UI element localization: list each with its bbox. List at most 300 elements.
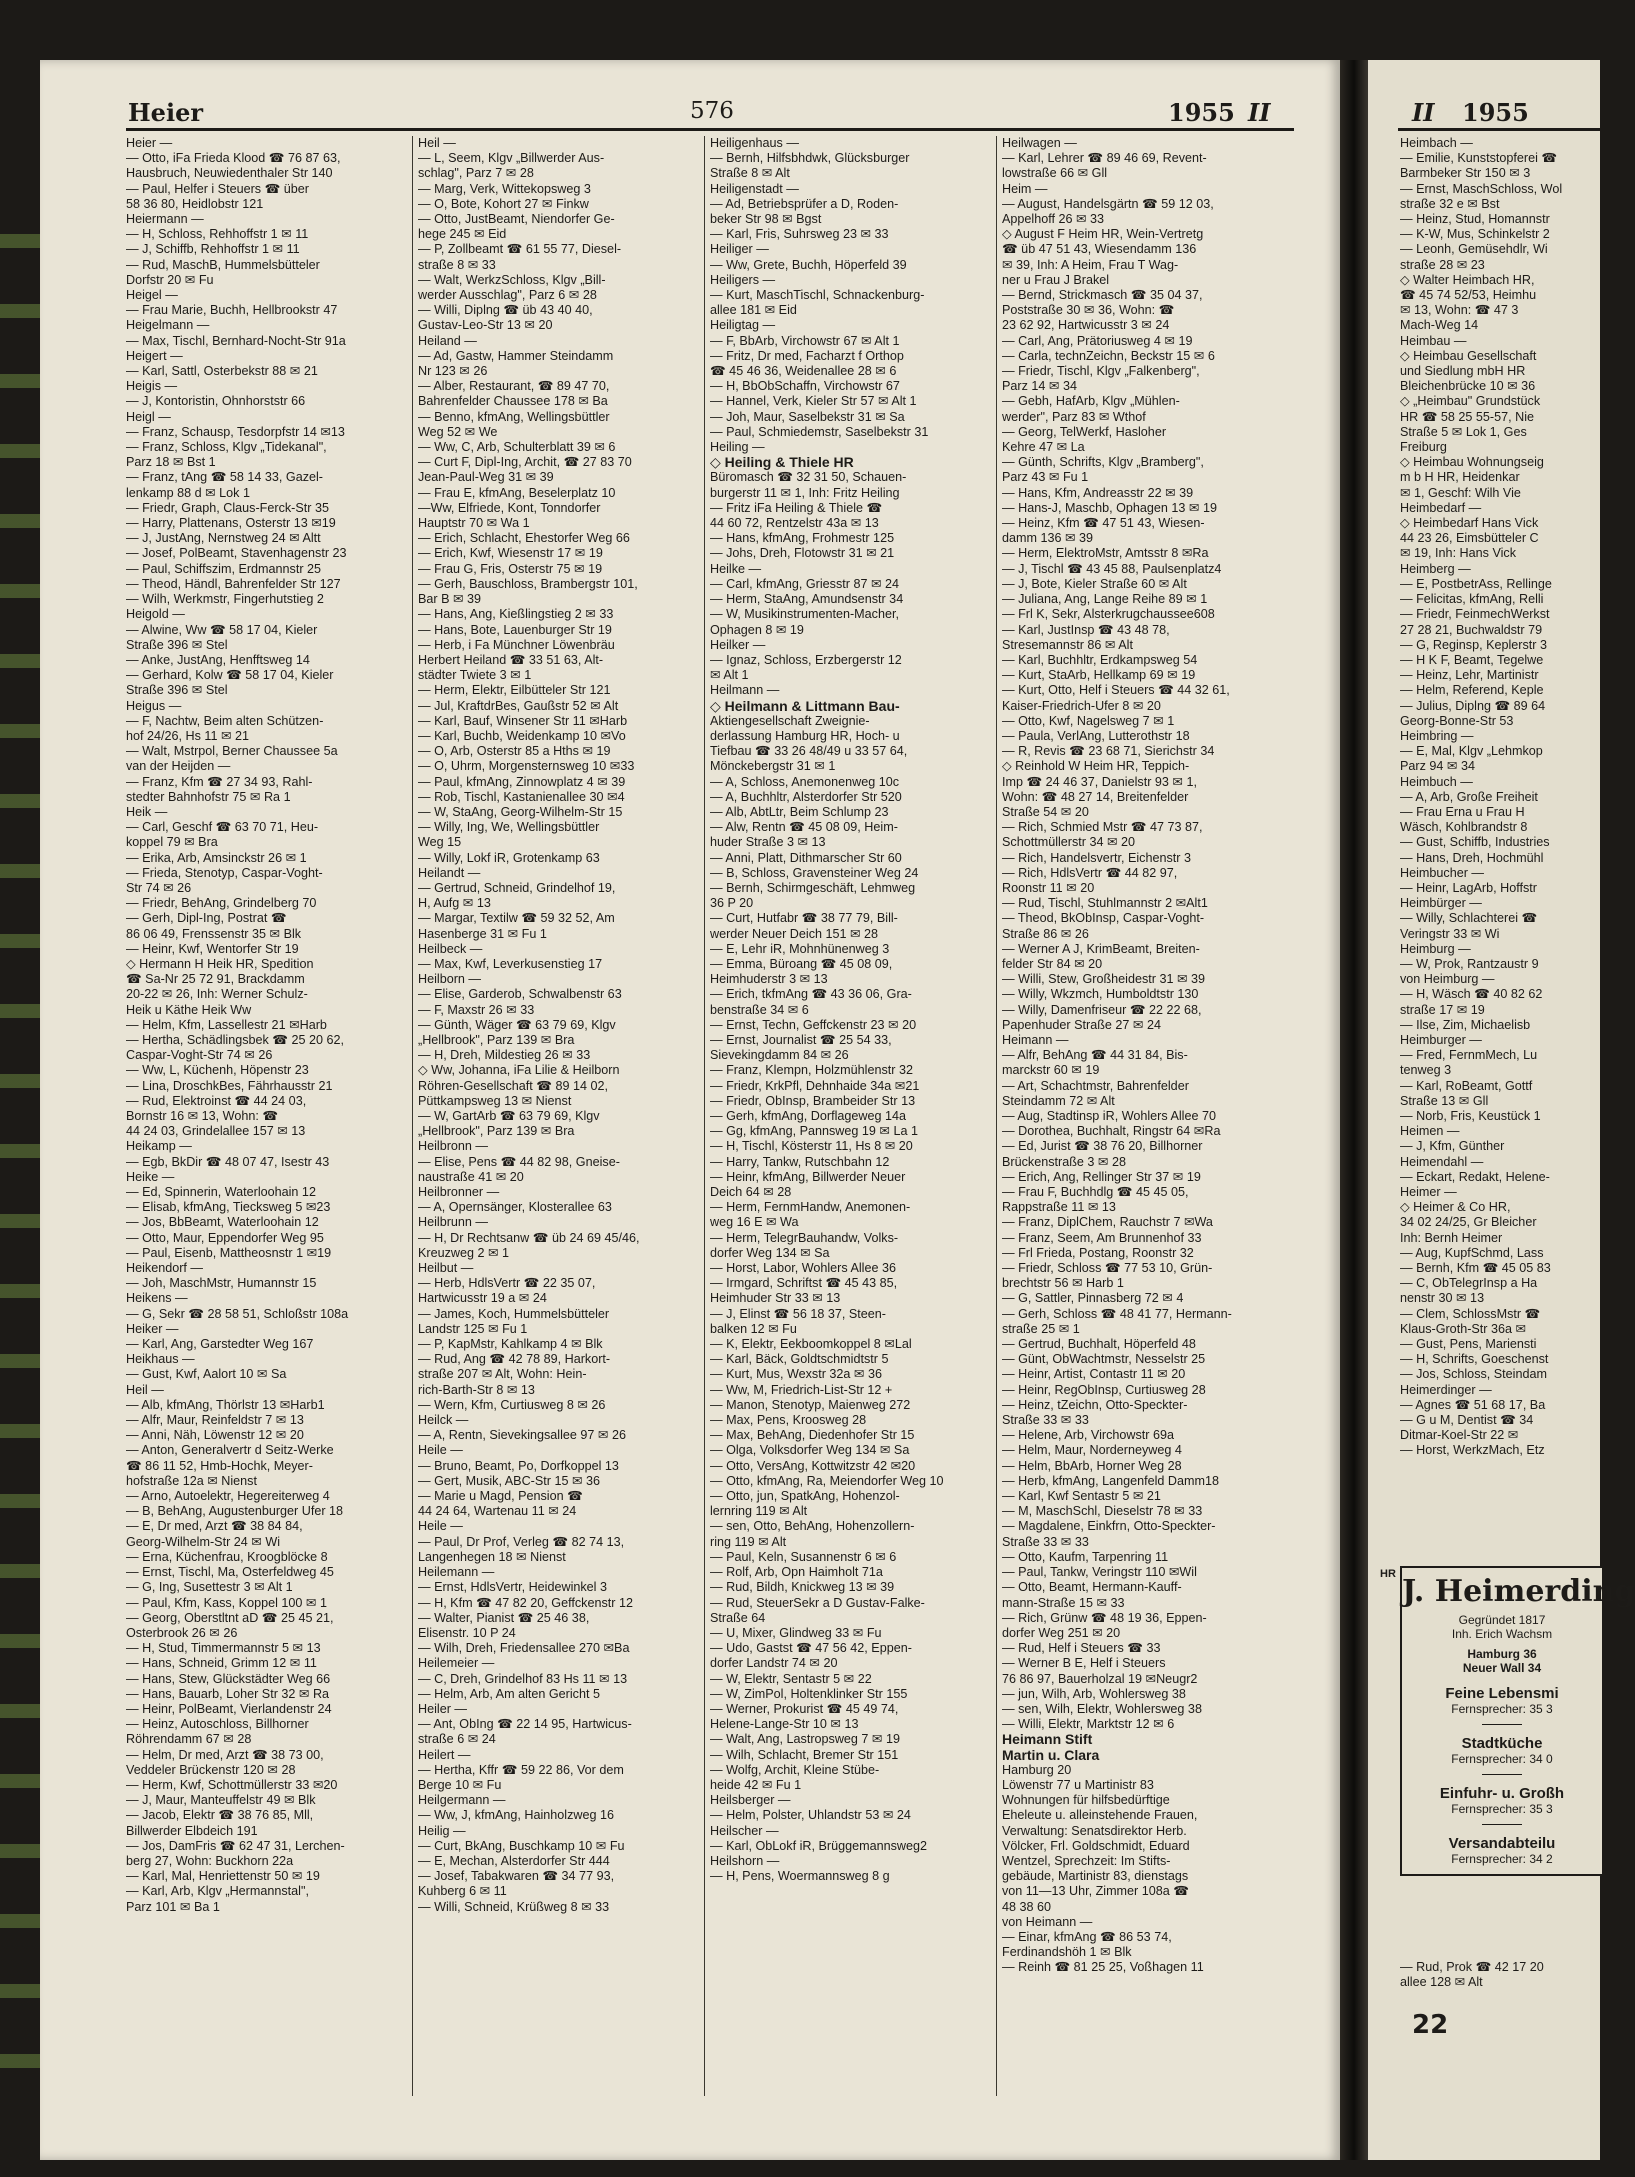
entry-line: — A, Arb, Große Freiheit bbox=[1400, 789, 1538, 804]
column-divider bbox=[996, 136, 997, 2096]
entry-line: — Manon, Stenotyp, Maienweg 272 bbox=[710, 1397, 911, 1412]
ad-divider bbox=[1482, 1774, 1522, 1775]
entry-line: — A, Schloss, Anemonenweg 10c bbox=[710, 774, 900, 789]
entry-line: — Gertrud, Buchhalt, Höperfeld 48 bbox=[1002, 1337, 1196, 1352]
entry-line: — Frau Marie, Buchh, Hellbrookstr 47 bbox=[126, 303, 338, 318]
entry-line: — Wilh, Dreh, Friedensallee 270 ✉Ba bbox=[418, 1641, 630, 1656]
entry-line: — Karl, JustInsp ☎ 43 48 78, bbox=[1002, 622, 1170, 637]
entry-line: — Otto, Beamt, Hermann-Kauff- bbox=[1002, 1580, 1182, 1595]
entry-line: — Heinz, Lehr, Martinistr bbox=[1400, 668, 1539, 683]
entry-line: — Ed, Jurist ☎ 38 76 20, Billhorner bbox=[1002, 1139, 1203, 1154]
entry-line: — Otto, Maur, Eppendorfer Weg 95 bbox=[126, 1230, 324, 1245]
ad-section-title: Stadtküche bbox=[1461, 1735, 1543, 1752]
header-rule bbox=[126, 128, 1294, 131]
book-edge bbox=[0, 200, 40, 2100]
entry-line: — Emilie, Kunststopferei ☎ bbox=[1400, 151, 1558, 166]
entry-line: Osterbrook 26 ✉ 26 bbox=[126, 1625, 238, 1640]
entry-line: werder", Parz 83 ✉ Wthof bbox=[1002, 409, 1146, 424]
entry-line: Klaus-Groth-Str 36a ✉ bbox=[1400, 1321, 1527, 1336]
entry-line: Heigl — bbox=[126, 409, 171, 424]
entry-line: — Heinz, tZeichn, Otto-Speckter- bbox=[1002, 1397, 1188, 1412]
entry-line: 20-22 ✉ 26, Inh: Werner Schulz- bbox=[126, 987, 308, 1002]
entry-line: tenweg 3 bbox=[1400, 1063, 1452, 1078]
entry-line: — Otto, VersAng, Kottwitzstr 42 ✉20 bbox=[710, 1458, 916, 1473]
entry-line: Bar B ✉ 39 bbox=[418, 592, 482, 607]
entry-line: ☎ 45 46 36, Weidenallee 28 ✉ 6 bbox=[710, 364, 897, 379]
entry-line: — Ernst, Tischl, Ma, Osterfeldweg 45 bbox=[126, 1565, 334, 1580]
entry-line: — Marg, Verk, Wittekopsweg 3 bbox=[418, 181, 591, 196]
entry-line: straße 28 ✉ 23 bbox=[1400, 257, 1485, 272]
entry-line: Straße 8 ✉ Alt bbox=[710, 166, 790, 181]
entry-line: ◇ Heiling & Thiele HR bbox=[710, 454, 854, 471]
entry-line: Heiker — bbox=[126, 1321, 179, 1336]
entry-line: — Helm, Dr med, Arzt ☎ 38 73 00, bbox=[126, 1747, 324, 1762]
entry-line: — Karl, Arb, Klgv „Hermannstal", bbox=[126, 1884, 309, 1899]
entry-line: — Friedr, Tischl, Klgv „Falkenberg", bbox=[1002, 364, 1200, 379]
entry-line: — L, Seem, Klgv „Billwerder Aus- bbox=[418, 151, 605, 166]
entry-line: Heilig — bbox=[418, 1823, 466, 1838]
running-head-roman: II bbox=[1248, 98, 1271, 127]
page-number: 576 bbox=[690, 98, 734, 124]
entry-line: — Georg, Oberstltnt aD ☎ 25 45 21, bbox=[126, 1610, 334, 1625]
entry-line: — Norb, Fris, Keustück 1 bbox=[1400, 1109, 1541, 1123]
entry-line: Brückenstraße 3 ✉ 28 bbox=[1002, 1154, 1126, 1169]
entry-line: — J, Bote, Kieler Straße 60 ✉ Alt bbox=[1002, 576, 1187, 591]
entry-line: Steindamm 72 ✉ Alt bbox=[1002, 1093, 1115, 1108]
entry-line: — Lina, DroschkBes, Fährhausstr 21 bbox=[126, 1078, 333, 1093]
entry-line: — Paul, Helfer i Steuers ☎ über bbox=[126, 181, 309, 196]
entry-line: — Juliana, Ang, Lange Reihe 89 ✉ 1 bbox=[1002, 592, 1208, 607]
entry-line: — August, Handelsgärtn ☎ 59 12 03, bbox=[1002, 196, 1214, 211]
entry-line: „Hellbrook", Parz 139 ✉ Bra bbox=[418, 1032, 575, 1047]
ad-section-phone: Fernsprecher: 35 3 bbox=[1451, 1802, 1553, 1816]
entry-line: — Gg, kfmAng, Pannsweg 19 ✉ La 1 bbox=[710, 1124, 918, 1139]
entry-line: — Erich, tkfmAng ☎ 43 36 06, Gra- bbox=[710, 987, 912, 1002]
book-gutter bbox=[1340, 60, 1368, 2160]
entry-line: gebäude, Martinistr 83, dienstags bbox=[1002, 1869, 1189, 1884]
entry-line: Heimbuch — bbox=[1400, 774, 1473, 789]
entry-line: — Herm, Kwf, Schottmüllerstr 33 ✉20 bbox=[126, 1777, 338, 1792]
entry-line: Kaiser-Friedrich-Ufer 8 ✉ 20 bbox=[1002, 698, 1161, 713]
entry-line: hof 24/26, Hs 11 ✉ 21 bbox=[126, 728, 250, 743]
entry-line: ✉ 39, Inh: A Heim, Frau T Wag- bbox=[1002, 257, 1179, 272]
entry-line: Heimerdinger — bbox=[1400, 1382, 1492, 1397]
entry-line: — Margar, Textilw ☎ 59 32 52, Am bbox=[418, 911, 615, 926]
entry-line: — H, Kfm ☎ 47 82 20, Geffckenstr 12 bbox=[418, 1595, 633, 1610]
entry-line: — J, Elinst ☎ 56 18 37, Steen- bbox=[710, 1306, 886, 1321]
entry-line: Georg-Wilhelm-Str 24 ✉ Wi bbox=[126, 1534, 281, 1549]
entry-line: — Heinr, Kwf, Wentorfer Str 19 bbox=[126, 941, 299, 956]
entry-line: Gustav-Leo-Str 13 ✉ 20 bbox=[418, 318, 553, 333]
entry-line: Heimen — bbox=[1400, 1124, 1460, 1139]
entry-line: — Willy, Wkzmch, Humboldtstr 130 bbox=[1002, 987, 1199, 1002]
entry-line: — Friedr, FeinmechWerkst bbox=[1400, 607, 1550, 622]
entry-line: — Franz, Klempn, Holzmühlenstr 32 bbox=[710, 1063, 913, 1078]
entry-line: — Karl, ObLokf iR, Brüggemannsweg2 bbox=[710, 1838, 927, 1853]
entry-line: — Rud, Prok ☎ 42 17 20 bbox=[1400, 1960, 1544, 1974]
entry-line: Heiligenstadt — bbox=[710, 181, 799, 196]
entry-line: Georg-Bonne-Str 53 bbox=[1400, 713, 1514, 728]
entry-line: ◇ August F Heim HR, Wein-Vertretg bbox=[1002, 227, 1204, 242]
entry-line: — Herm, Elektr, Eilbütteler Str 121 bbox=[418, 683, 611, 698]
entry-line: Völcker, Frl. Goldschmidt, Eduard bbox=[1002, 1838, 1190, 1853]
column-divider bbox=[412, 136, 413, 2096]
entry-line: ☎ 86 11 52, Hmb-Hochk, Meyer- bbox=[126, 1458, 313, 1473]
entry-line: 86 06 49, Frenssenstr 35 ✉ Blk bbox=[126, 926, 302, 941]
entry-line: — Ww, L, Küchenh, Höpenstr 23 bbox=[126, 1063, 309, 1078]
entry-line: — Paul, Tankw, Veringstr 110 ✉Wil bbox=[1002, 1565, 1197, 1580]
entry-line: — Paul, Dr Prof, Verleg ☎ 82 74 13, bbox=[418, 1534, 625, 1549]
entry-line: Heilscher — bbox=[710, 1823, 779, 1838]
entry-line: marckstr 60 ✉ 19 bbox=[1002, 1063, 1100, 1078]
entry-line: — Rich, Grünw ☎ 48 19 36, Eppen- bbox=[1002, 1610, 1207, 1625]
entry-line: — Werner B E, Helf i Steuers bbox=[1002, 1656, 1166, 1671]
after-ad-entry bbox=[1400, 1960, 1600, 2000]
entry-line: Wohnungen für hilfsbedürftige bbox=[1002, 1793, 1170, 1808]
entry-line: „Hellbrook", Parz 139 ✉ Bra bbox=[418, 1124, 575, 1139]
entry-line: — Walt, WerkzSchloss, Klgv „Bill- bbox=[418, 272, 606, 287]
entry-line: damm 136 ✉ 39 bbox=[1002, 531, 1094, 546]
entry-line: Parz 14 ✉ 34 bbox=[1002, 379, 1077, 394]
entry-line: Heimbürger — bbox=[1400, 896, 1482, 911]
entry-line: — A, Opernsänger, Klosterallee 63 bbox=[418, 1200, 612, 1215]
entry-line: Heimberg — bbox=[1400, 561, 1471, 576]
entry-line: lernring 119 ✉ Alt bbox=[710, 1504, 808, 1519]
entry-line: — Helm, Polster, Uhlandstr 53 ✉ 24 bbox=[710, 1808, 911, 1823]
entry-line: — Ad, Gastw, Hammer Steindamm bbox=[418, 348, 614, 363]
entry-line: — Otto, JustBeamt, Niendorfer Ge- bbox=[418, 212, 615, 227]
entry-line: m b H HR, Heidenkar bbox=[1400, 470, 1520, 485]
entry-line: — Walter, Pianist ☎ 25 46 38, bbox=[418, 1610, 590, 1625]
entry-line: — Bernd, Strickmasch ☎ 35 04 37, bbox=[1002, 288, 1203, 303]
entry-line: 58 36 80, Heidlobstr 121 bbox=[126, 196, 264, 211]
entry-line: Heigelmann — bbox=[126, 318, 210, 333]
ad-section-phone: Fernsprecher: 35 3 bbox=[1451, 1702, 1553, 1716]
entry-line: — Alber, Restaurant, ☎ 89 47 70, bbox=[418, 379, 610, 394]
entry-line: Sievekingdamm 84 ✉ 26 bbox=[710, 1048, 849, 1063]
entry-line: — Arno, Autoelektr, Hegereiterweg 4 bbox=[126, 1489, 330, 1504]
entry-line: Heil — bbox=[126, 1382, 164, 1397]
entry-line: — G, Ing, Susettestr 3 ✉ Alt 1 bbox=[126, 1580, 293, 1595]
entry-line: — W, StaAng, Georg-Wilhelm-Str 15 bbox=[418, 804, 623, 819]
entry-line: huder Straße 3 ✉ 13 bbox=[710, 835, 826, 850]
entry-line: Heimann — bbox=[1002, 1032, 1069, 1047]
ad-address-street: Neuer Wall 34 bbox=[1462, 1661, 1542, 1675]
entry-line: — G, Sattler, Pinnasberg 72 ✉ 4 bbox=[1002, 1291, 1184, 1306]
ad-section-phone: Fernsprecher: 34 2 bbox=[1451, 1852, 1553, 1866]
entry-line: — H, Dr Rechtsanw ☎ üb 24 69 45/46, bbox=[418, 1230, 640, 1245]
entry-line: — Günt, ObWachtmstr, Nesselstr 25 bbox=[1002, 1352, 1206, 1367]
entry-line: — Walt, Ang, Lastropsweg 7 ✉ 19 bbox=[710, 1732, 900, 1747]
entry-line: Heilbeck — bbox=[418, 941, 483, 956]
entry-line: Herbert Heiland ☎ 33 51 63, Alt- bbox=[418, 652, 604, 667]
entry-line: — K, Elektr, Eekboomkoppel 8 ✉Lal bbox=[710, 1337, 912, 1352]
entry-line: ☎ üb 47 51 43, Wiesendamm 136 bbox=[1002, 242, 1197, 257]
entry-line: — H, Dreh, Mildestieg 26 ✉ 33 bbox=[418, 1048, 591, 1063]
entry-line: — Alb, kfmAng, Thörlstr 13 ✉Harb1 bbox=[126, 1397, 325, 1412]
entry-line: Ditmar-Koel-Str 22 ✉ bbox=[1400, 1428, 1519, 1443]
entry-line: — Georg, TelWerkf, Hasloher bbox=[1002, 424, 1167, 439]
entry-line: — Ww, M, Friedrich-List-Str 12 + bbox=[710, 1382, 893, 1397]
entry-line: straße 17 ✉ 19 bbox=[1400, 1002, 1485, 1017]
entry-line: dorfer Landstr 74 ✉ 20 bbox=[710, 1656, 838, 1671]
entry-line: naustraße 41 ✉ 20 bbox=[418, 1169, 524, 1184]
entry-line: — W, Elektr, Sentastr 5 ✉ 22 bbox=[710, 1671, 872, 1686]
ad-section-title: Feine Lebensmi bbox=[1445, 1685, 1559, 1702]
entry-line: 48 38 60 bbox=[1002, 1899, 1052, 1914]
entry-line: städter Twiete 3 ✉ 1 bbox=[418, 668, 532, 683]
entry-line: Straße 64 bbox=[710, 1610, 766, 1625]
entry-line: Straße 13 ✉ Gll bbox=[1400, 1093, 1489, 1108]
entry-line: — James, Koch, Hummelsbütteler bbox=[418, 1306, 610, 1321]
entry-line: — Ww, C, Arb, Schulterblatt 39 ✉ 6 bbox=[418, 440, 616, 455]
entry-line: — Heinz, Stud, Homannstr bbox=[1400, 212, 1550, 227]
entry-line: straße 32 e ✉ Bst bbox=[1400, 196, 1500, 211]
entry-line: — Aug, KupfSchmd, Lass bbox=[1400, 1245, 1544, 1260]
entry-line: — Karl, Buchhltr, Erdkampsweg 54 bbox=[1002, 652, 1198, 667]
entry-line: Heimendahl — bbox=[1400, 1154, 1484, 1169]
entry-line: Rappstraße 11 ✉ 13 bbox=[1002, 1200, 1116, 1215]
entry-line: — Erich, Kwf, Wiesenstr 17 ✉ 19 bbox=[418, 546, 603, 561]
entry-line: — Jos, DamFris ☎ 62 47 31, Lerchen- bbox=[126, 1838, 345, 1853]
entry-line: Heiland — bbox=[418, 333, 477, 348]
entry-line: und Siedlung mbH HR bbox=[1400, 364, 1526, 379]
entry-line: Heigus — bbox=[126, 698, 182, 713]
entry-line: berg 27, Wohn: Buckhorn 22a bbox=[126, 1853, 294, 1868]
entry-line: — Erich, Ang, Rellinger Str 37 ✉ 19 bbox=[1002, 1169, 1201, 1184]
entry-line: — Hans, Kfm, Andreasstr 22 ✉ 39 bbox=[1002, 485, 1194, 500]
entry-line: — Ilse, Zim, Michaelisb bbox=[1400, 1017, 1531, 1032]
entry-line: — Wilh, Werkmstr, Fingerhutstieg 2 bbox=[126, 592, 324, 607]
ad-section-phone: Fernsprecher: 34 0 bbox=[1451, 1752, 1553, 1766]
entry-line: Barmbeker Str 150 ✉ 3 bbox=[1400, 166, 1531, 181]
entry-line: ☎ 45 74 52/53, Heimhu bbox=[1400, 288, 1537, 303]
entry-line: Langenhegen 18 ✉ Nienst bbox=[418, 1549, 566, 1564]
entry-line: Heier — bbox=[126, 136, 173, 150]
entry-line: — Günth, Wäger ☎ 63 79 69, Klgv bbox=[418, 1017, 616, 1032]
entry-line: — A, Buchhltr, Alsterdorfer Str 520 bbox=[710, 789, 902, 804]
entry-line: stedter Bahnhofstr 75 ✉ Ra 1 bbox=[126, 789, 291, 804]
entry-line: Ferdinandshöh 1 ✉ Blk bbox=[1002, 1945, 1132, 1960]
entry-line: — Theod, Händl, Bahrenfelder Str 127 bbox=[126, 576, 341, 591]
entry-line: — Erika, Arb, Amsinckstr 26 ✉ 1 bbox=[126, 850, 307, 865]
entry-line: — Anton, Generalvertr d Seitz-Werke bbox=[126, 1443, 334, 1458]
entry-line: Heile — bbox=[418, 1519, 463, 1534]
entry-line: Str 74 ✉ 26 bbox=[126, 880, 192, 895]
entry-line: Inh: Bernh Heimer bbox=[1400, 1230, 1503, 1245]
entry-line: Martin u. Clara bbox=[1002, 1746, 1100, 1763]
entry-line: Mach-Weg 14 bbox=[1400, 318, 1479, 333]
entry-line: — Kurt, StaArb, Hellkamp 69 ✉ 19 bbox=[1002, 668, 1196, 683]
entry-line: — J, Tischl ☎ 43 45 88, Paulsenplatz4 bbox=[1002, 561, 1222, 576]
entry-line: — Herm, TelegrBauhandw, Volks- bbox=[710, 1230, 899, 1245]
entry-line: — Frau G, Fris, Osterstr 75 ✉ 19 bbox=[418, 561, 603, 576]
entry-line: — Willi, Schneid, Krüßweg 8 ✉ 33 bbox=[418, 1899, 610, 1914]
entry-line: — Curt, Hutfabr ☎ 38 77 79, Bill- bbox=[710, 911, 898, 926]
directory-column-3 bbox=[710, 136, 990, 2100]
entry-line: Landstr 125 ✉ Fu 1 bbox=[418, 1321, 528, 1336]
entry-line: — Herb, kfmAng, Langenfeld Damm18 bbox=[1002, 1473, 1219, 1488]
entry-line: — Emma, Büroang ☎ 45 08 09, bbox=[710, 956, 893, 971]
entry-line: — E, Dr med, Arzt ☎ 38 84 84, bbox=[126, 1519, 303, 1534]
entry-line: — Bernh, Schirmgeschäft, Lehmweg bbox=[710, 880, 916, 895]
entry-line: Wentzel, Sprechzeit: Im Stifts- bbox=[1002, 1853, 1171, 1868]
entry-line: — Harry, Plattenans, Osterstr 13 ✉19 bbox=[126, 516, 336, 531]
entry-line: — Rich, HdlsVertr ☎ 44 82 97, bbox=[1002, 865, 1178, 880]
entry-line: — Hans, Dreh, Hochmühl bbox=[1400, 850, 1544, 865]
entry-line: — Frl K, Sekr, Alsterkrugchaussee608 bbox=[1002, 607, 1215, 622]
entry-line: — Josef, Tabakwaren ☎ 34 77 93, bbox=[418, 1869, 615, 1884]
entry-line: Heigert — bbox=[126, 348, 183, 363]
entry-line: Appelhoff 26 ✉ 33 bbox=[1002, 212, 1105, 227]
entry-line: — Friedr, Graph, Claus-Ferck-Str 35 bbox=[126, 500, 329, 515]
entry-line: — Paul, Keln, Susannenstr 6 ✉ 6 bbox=[710, 1549, 897, 1564]
entry-line: — Hans, Bauarb, Loher Str 32 ✉ Ra bbox=[126, 1686, 330, 1701]
entry-line: dorfer Weg 134 ✉ Sa bbox=[710, 1245, 830, 1260]
entry-line: von Heimburg — bbox=[1400, 972, 1495, 987]
entry-line: straße 207 ✉ Alt, Wohn: Hein- bbox=[418, 1367, 587, 1382]
entry-line: — E, PostbetrAss, Rellinge bbox=[1400, 576, 1552, 591]
entry-line: — Willi, Stew, Großheidestr 31 ✉ 39 bbox=[1002, 972, 1206, 987]
ad-divider bbox=[1482, 1724, 1522, 1725]
entry-line: Imp ☎ 24 46 37, Danielstr 93 ✉ 1, bbox=[1002, 774, 1197, 789]
entry-line: — Gerh, Schloss ☎ 48 41 77, Hermann- bbox=[1002, 1306, 1232, 1321]
entry-line: felder Str 84 ✉ 20 bbox=[1002, 956, 1103, 971]
entry-line: — B, Schloss, Gravensteiner Weg 24 bbox=[710, 865, 919, 880]
entry-line: Heilck — bbox=[418, 1413, 469, 1428]
entry-line: Nr 123 ✉ 26 bbox=[418, 364, 488, 379]
entry-line: — Gerh, kfmAng, Dorflageweg 14a bbox=[710, 1109, 906, 1123]
entry-line: Heimer — bbox=[1400, 1185, 1457, 1200]
entry-line: — E, Mal, Klgv „Lehmkop bbox=[1400, 744, 1543, 759]
entry-line: — Heinr, Artist, Contastr 11 ✉ 20 bbox=[1002, 1367, 1186, 1382]
entry-line: — E, Lehr iR, Mohnhünenweg 3 bbox=[710, 941, 890, 956]
entry-line: — Werner A J, KrimBeamt, Breiten- bbox=[1002, 941, 1200, 956]
entry-line: Heilemann — bbox=[418, 1565, 495, 1580]
entry-line: — Elise, Pens ☎ 44 82 98, Gneise- bbox=[418, 1154, 620, 1169]
entry-line: — Bernh, Kfm ☎ 45 05 83 bbox=[1400, 1261, 1551, 1276]
entry-line: Heiling — bbox=[710, 440, 765, 455]
entry-line: — Ww, Grete, Buchh, Höperfeld 39 bbox=[710, 257, 907, 272]
entry-line: balken 12 ✉ Fu bbox=[710, 1321, 797, 1336]
entry-line: — Rich, Handelsvertr, Eichenstr 3 bbox=[1002, 850, 1191, 865]
entry-line: Heikhaus — bbox=[126, 1352, 195, 1367]
entry-line: — Ant, ObIng ☎ 22 14 95, Hartwicus- bbox=[418, 1717, 632, 1732]
entry-line: — Willy, Lokf iR, Grotenkamp 63 bbox=[418, 850, 600, 865]
entry-line: ◇ Reinhold W Heim HR, Teppich- bbox=[1002, 759, 1190, 774]
entry-line: werder Neuer Deich 151 ✉ 28 bbox=[710, 926, 879, 941]
entry-line: — Ernst, Journalist ☎ 25 54 33, bbox=[710, 1032, 892, 1047]
entry-line: — Paul, Kfm, Kass, Koppel 100 ✉ 1 bbox=[126, 1595, 327, 1610]
entry-line: Heilbut — bbox=[418, 1261, 474, 1276]
entry-line: — Heinr, LagArb, Hoffstr bbox=[1400, 880, 1537, 895]
ad-section-title: Einfuhr- u. Großh bbox=[1439, 1785, 1565, 1802]
entry-line: — Otto, Kwf, Nagelsweg 7 ✉ 1 bbox=[1002, 713, 1175, 728]
entry-line: — H K F, Beamt, Tegelwe bbox=[1400, 652, 1544, 667]
entry-line: hofstraße 12a ✉ Nienst bbox=[126, 1473, 257, 1488]
entry-line: — Felicitas, kfmAng, Relli bbox=[1400, 592, 1544, 607]
entry-line: Straße 396 ✉ Stel bbox=[126, 683, 228, 698]
entry-line: straße 8 ✉ 33 bbox=[418, 257, 496, 272]
entry-line: Straße 54 ✉ 20 bbox=[1002, 804, 1089, 819]
entry-line: — Gertrud, Schneid, Grindelhof 19, bbox=[418, 880, 616, 895]
entry-line: ◇ Heilmann & Littmann Bau- bbox=[710, 697, 900, 714]
entry-line: — Karl, Ang, Garstedter Weg 167 bbox=[126, 1337, 314, 1352]
entry-line: — Willi, Diplng ☎ üb 43 40 40, bbox=[418, 303, 593, 318]
entry-line: — Max, Kwf, Leverkusenstieg 17 bbox=[418, 956, 603, 971]
entry-line: Heilwagen — bbox=[1002, 136, 1077, 150]
directory-column-1 bbox=[126, 136, 404, 2100]
entry-line: — J, Schiffb, Rehhoffstr 1 ✉ 11 bbox=[126, 242, 300, 257]
entry-line: — Marie u Magd, Pension ☎ bbox=[418, 1489, 583, 1504]
entry-line: Heiligtag — bbox=[710, 318, 776, 333]
entry-line: — Kurt, Mus, Wexstr 32a ✉ 36 bbox=[710, 1367, 882, 1382]
entry-line: Heilborn — bbox=[418, 972, 481, 987]
entry-line: — Carla, technZeichn, Beckstr 15 ✉ 6 bbox=[1002, 348, 1215, 363]
entry-line: — Gert, Musik, ABC-Str 15 ✉ 36 bbox=[418, 1473, 601, 1488]
entry-line: Weg 15 bbox=[418, 835, 462, 850]
entry-line: — U, Mixer, Glindweg 33 ✉ Fu bbox=[710, 1625, 882, 1640]
entry-line: — Franz, Seem, Am Brunnenhof 33 bbox=[1002, 1230, 1202, 1245]
entry-line: Heimbedarf — bbox=[1400, 500, 1482, 515]
entry-line: — G, Sekr ☎ 28 58 51, Schloßstr 108a bbox=[126, 1306, 349, 1321]
entry-line: — Gerhard, Kolw ☎ 58 17 04, Kieler bbox=[126, 668, 334, 683]
entry-line: van der Heijden — bbox=[126, 759, 231, 774]
entry-line: — Helm, Kfm, Lassellestr 21 ✉Harb bbox=[126, 1017, 327, 1032]
entry-line: — Carl, Ang, Prätoriusweg 4 ✉ 19 bbox=[1002, 333, 1193, 348]
entry-line: Veddeler Brückenstr 120 ✉ 28 bbox=[126, 1762, 296, 1777]
entry-line: — Willi, Elektr, Marktstr 12 ✉ 6 bbox=[1002, 1717, 1175, 1732]
entry-line: — Karl, Kwf Sentastr 5 ✉ 21 bbox=[1002, 1489, 1161, 1504]
entry-line: — Julius, Diplng ☎ 89 64 bbox=[1400, 698, 1546, 713]
entry-line: Heilshorn — bbox=[710, 1853, 780, 1868]
entry-line: — Friedr, BehAng, Grindelberg 70 bbox=[126, 896, 317, 911]
entry-line: — F, Nachtw, Beim alten Schützen- bbox=[126, 713, 324, 728]
entry-line: — Benno, kfmAng, Wellingsbüttler bbox=[418, 409, 610, 424]
entry-line: — Rob, Tischl, Kastanienallee 30 ✉4 bbox=[418, 789, 625, 804]
entry-line: Kreuzweg 2 ✉ 1 bbox=[418, 1245, 510, 1260]
entry-line: — Karl, RoBeamt, Gottf bbox=[1400, 1078, 1533, 1093]
entry-line: Heiermann — bbox=[126, 212, 204, 227]
entry-line: — Carl, kfmAng, Griesstr 87 ✉ 24 bbox=[710, 576, 900, 591]
ad-divider bbox=[1482, 1824, 1522, 1825]
entry-line: — H, Schloss, Rehhoffstr 1 ✉ 11 bbox=[126, 227, 309, 242]
entry-line: — R, Revis ☎ 23 68 71, Sierichstr 34 bbox=[1002, 744, 1215, 759]
entry-line: — Heinz, Kfm ☎ 47 51 43, Wiesen- bbox=[1002, 516, 1205, 531]
entry-line: Heilbronner — bbox=[418, 1185, 500, 1200]
entry-line: — F, BbArb, Virchowstr 67 ✉ Alt 1 bbox=[710, 333, 900, 348]
entry-line: Berge 10 ✉ Fu bbox=[418, 1777, 502, 1792]
entry-line: 36 P 20 bbox=[710, 896, 754, 911]
entry-line: — Otto, kfmAng, Ra, Meiendorfer Weg 10 bbox=[710, 1473, 944, 1488]
entry-line: — H, Tischl, Kösterstr 11, Hs 8 ✉ 20 bbox=[710, 1139, 913, 1154]
entry-line: — Hans, kfmAng, Frohmestr 125 bbox=[710, 531, 895, 546]
entry-line: — Hans, Bote, Lauenburger Str 19 bbox=[418, 622, 612, 637]
entry-line: ◇ Hermann H Heik HR, Spedition bbox=[126, 956, 314, 971]
entry-line: — Herb, HdlsVertr ☎ 22 35 07, bbox=[418, 1276, 596, 1291]
entry-line: Straße 396 ✉ Stel bbox=[126, 637, 228, 652]
entry-line: — Hannel, Verk, Kieler Str 57 ✉ Alt 1 bbox=[710, 394, 917, 409]
column-divider bbox=[704, 136, 705, 2096]
entry-line: lenkamp 88 d ✉ Lok 1 bbox=[126, 485, 250, 500]
entry-line: — Paula, VerlAng, Lutterothstr 18 bbox=[1002, 728, 1190, 743]
entry-line: — Gerh, Dipl-Ing, Postrat ☎ bbox=[126, 911, 287, 926]
entry-line: Roonstr 11 ✉ 20 bbox=[1002, 880, 1095, 895]
entry-line: — Alb, AbtLtr, Beim Schlump 23 bbox=[710, 804, 889, 819]
entry-line: Heik — bbox=[126, 804, 168, 819]
entry-line: 27 28 21, Buchwaldstr 79 bbox=[1400, 622, 1543, 637]
entry-line: Heim — bbox=[1002, 181, 1048, 196]
